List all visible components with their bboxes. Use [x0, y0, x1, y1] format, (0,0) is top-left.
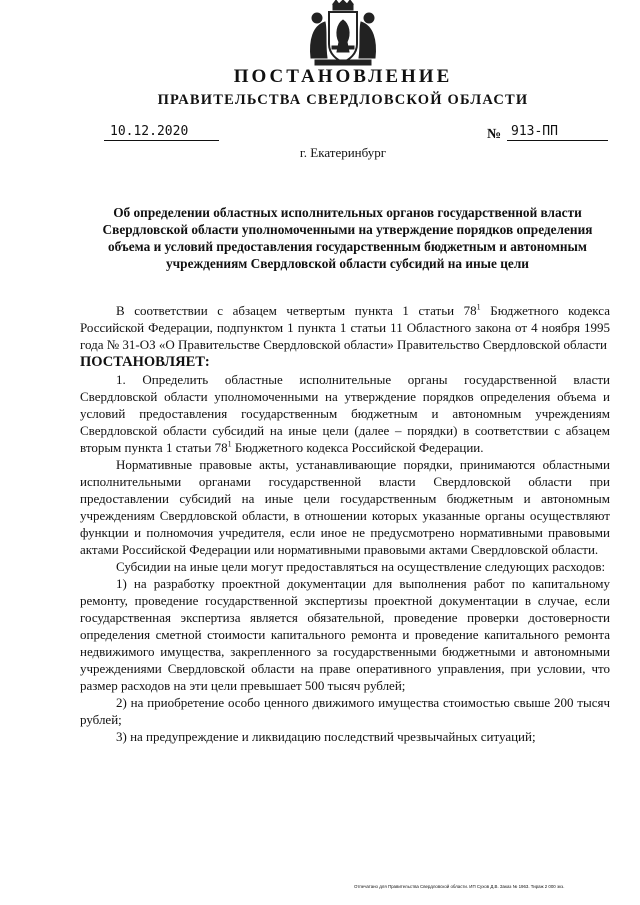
subitem-2-paragraph: 2) на приобретение особо ценного движимого имущества стоимостью свыше 200 тысяч рублей;	[80, 695, 610, 727]
preamble-text: В соответствии с абзацем четвертым пункта 1 статьи 78	[116, 303, 477, 318]
subitem-3-paragraph: 3) на предупреждение и ликвидацию последствий чрезвычайных ситуаций;	[116, 729, 536, 744]
coat-of-arms-icon	[303, 0, 383, 68]
number-label: №	[487, 127, 502, 142]
normative-paragraph: Нормативные правовые акты, устанавливающие порядки, принимаются областными исполнительными органами государственной власти Свердловской области при предоставлении субсидий на иные цели государственным бюджетным и автономным учреждениям Свердловской области, в отношении которых указанные органы осуществляют функции и полномочия учредителя, если иное не предусмотрено нормативными правовыми актами Российской Федерации или нормативными правовыми актами Свердловской области.	[80, 457, 610, 557]
subsidies-intro-paragraph: Субсидии на иные цели могут предоставляться на осуществление следующих расходов:	[116, 559, 606, 574]
document-subtitle: ПРАВИТЕЛЬСТВА СВЕРДЛОВСКОЙ ОБЛАСТИ	[157, 92, 529, 108]
preamble-paragraph	[80, 302, 610, 353]
item-1-paragraph	[80, 371, 610, 456]
superscript: 1	[227, 439, 232, 449]
document-title: ПОСТАНОВЛЕНИЕ	[233, 66, 453, 87]
document-number: 913-ПП	[507, 124, 608, 141]
superscript: 1	[476, 302, 481, 312]
document-city: г. Екатеринбург	[299, 145, 387, 160]
decision-word: ПОСТАНОВЛЯЕТ:	[80, 354, 210, 370]
item-1-text: 1. Определить областные исполнительные органы государственной власти Свердловской области уполномоченными на утверждение порядков определения объема и условий предоставления государственным бюджетным и автономным учреждениям Свердловской области субсидий на иные цели (далее – порядки) в соответствии с абзацем вторым пункта 1 статьи 78	[80, 372, 610, 455]
document-date: 10.12.2020	[104, 124, 219, 141]
resolution-heading: Об определении областных исполнительных органов государственной власти Свердловской области уполномоченными на утверждение порядков определения объема и условий предоставления государственным бюджетным и автономным учреждениям Свердловской области субсидий на иные цели	[102, 205, 593, 271]
item-1-text-cont: Бюджетного кодекса Российской Федерации.	[231, 440, 484, 455]
document-body	[80, 302, 610, 745]
subitem-1-paragraph: 1) на разработку проектной документации для выполнения работ по капитальному ремонту, проведение государственной экспертизы проектной документации в случае, если государственная экспертиза является обязательной, проведение проверки достоверности определения сметной стоимости капитального ремонта и проведение капитального ремонта недвижимого имущества, закрепленного за государственными бюджетными и автономными учреждениями Свердловской области на праве оперативного управления, при условии, что размер расходов на эти цели превышает 500 тысяч рублей;	[80, 576, 610, 693]
print-footer: Отпечатано для Правительства Свердловской области. ИП Сухов Д.В. Заказ № 1963. Тираж 2 000 экз.	[354, 884, 565, 889]
preamble-text-cont: Бюджетного кодекса Российской Федерации, подпунктом 1 пункта 1 статьи 11 Областного закона от 4 ноября 1995 года № 31-ОЗ «О Правительстве Свердловской области» Правительство Свердловской области	[80, 303, 610, 352]
